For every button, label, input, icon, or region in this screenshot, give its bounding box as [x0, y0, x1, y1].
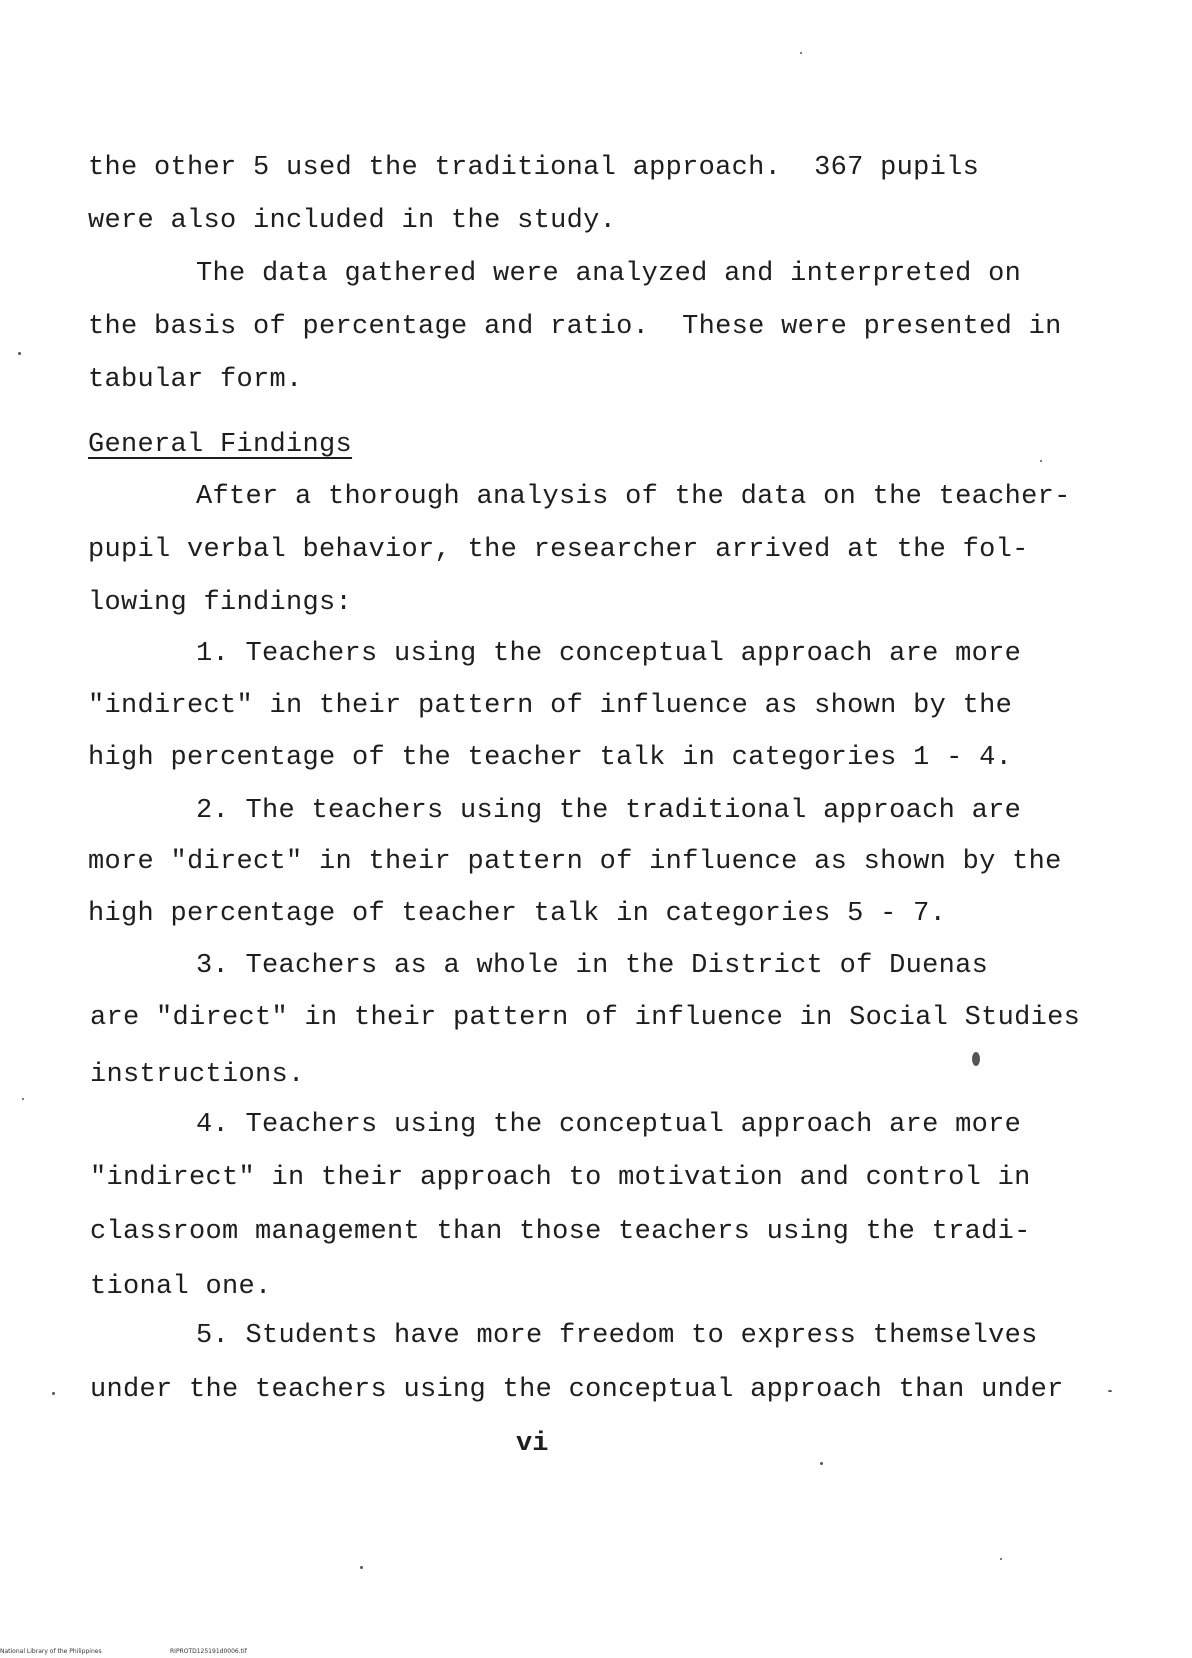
- section-heading: General Findings: [88, 430, 353, 460]
- finding-5-line-1: 5. Students have more freedom to express themselves: [196, 1321, 1038, 1351]
- finding-1-line-1: 1. Teachers using the conceptual approach are more: [196, 639, 1022, 669]
- scan-speck: [360, 1566, 363, 1569]
- finding-5-line-2: under the teachers using the conceptual approach than under: [90, 1375, 1064, 1405]
- scan-speck: [18, 352, 21, 355]
- finding-4-line-3: classroom management than those teachers using the tradi-: [90, 1217, 1031, 1247]
- intro-line-2: were also included in the study.: [88, 206, 617, 236]
- scan-speck: [800, 52, 802, 54]
- footer-file-id: RIPROTD125191d0006.tif: [170, 1648, 247, 1655]
- scan-speck: [1000, 1558, 1002, 1560]
- finding-2-line-1: 2. The teachers using the traditional approach are: [196, 796, 1022, 826]
- data-line-1: The data gathered were analyzed and interpreted on: [196, 259, 1022, 289]
- footer-library: National Library of the Philippines: [0, 1648, 102, 1655]
- scan-speck: [820, 1462, 823, 1465]
- data-line-2: the basis of percentage and ratio. These were presented in: [88, 312, 1062, 342]
- finding-1-line-3: high percentage of the teacher talk in categories 1 - 4.: [88, 743, 1013, 773]
- finding-3-line-2: are "direct" in their pattern of influence in Social Studies: [90, 1003, 1081, 1033]
- finding-1-line-2: "indirect" in their pattern of influence as shown by the: [88, 691, 1013, 721]
- findings-intro-line-2: pupil verbal behavior, the researcher arrived at the fol-: [88, 535, 1029, 565]
- scan-speck: [52, 1392, 55, 1395]
- findings-intro-line-3: lowing findings:: [88, 588, 353, 618]
- data-line-3: tabular form.: [88, 365, 303, 395]
- intro-line-1: the other 5 used the traditional approach. 367 pupils: [88, 153, 980, 183]
- page-number: vi: [516, 1429, 549, 1459]
- scan-speck: [22, 1098, 24, 1100]
- findings-intro-line-1: After a thorough analysis of the data on the teacher-: [196, 482, 1071, 512]
- scan-speck: [1108, 1390, 1112, 1392]
- finding-2-line-3: high percentage of teacher talk in categories 5 - 7.: [88, 899, 947, 929]
- finding-2-line-2: more "direct" in their pattern of influence as shown by the: [88, 847, 1062, 877]
- scan-speck: [972, 1052, 980, 1066]
- finding-3-line-3: instructions.: [90, 1060, 305, 1090]
- finding-4-line-4: tional one.: [90, 1272, 272, 1302]
- scan-speck: [1040, 460, 1042, 462]
- finding-4-line-2: "indirect" in their approach to motivation and control in: [90, 1163, 1031, 1193]
- finding-3-line-1: 3. Teachers as a whole in the District of Duenas: [196, 951, 989, 981]
- finding-4-line-1: 4. Teachers using the conceptual approach are more: [196, 1110, 1022, 1140]
